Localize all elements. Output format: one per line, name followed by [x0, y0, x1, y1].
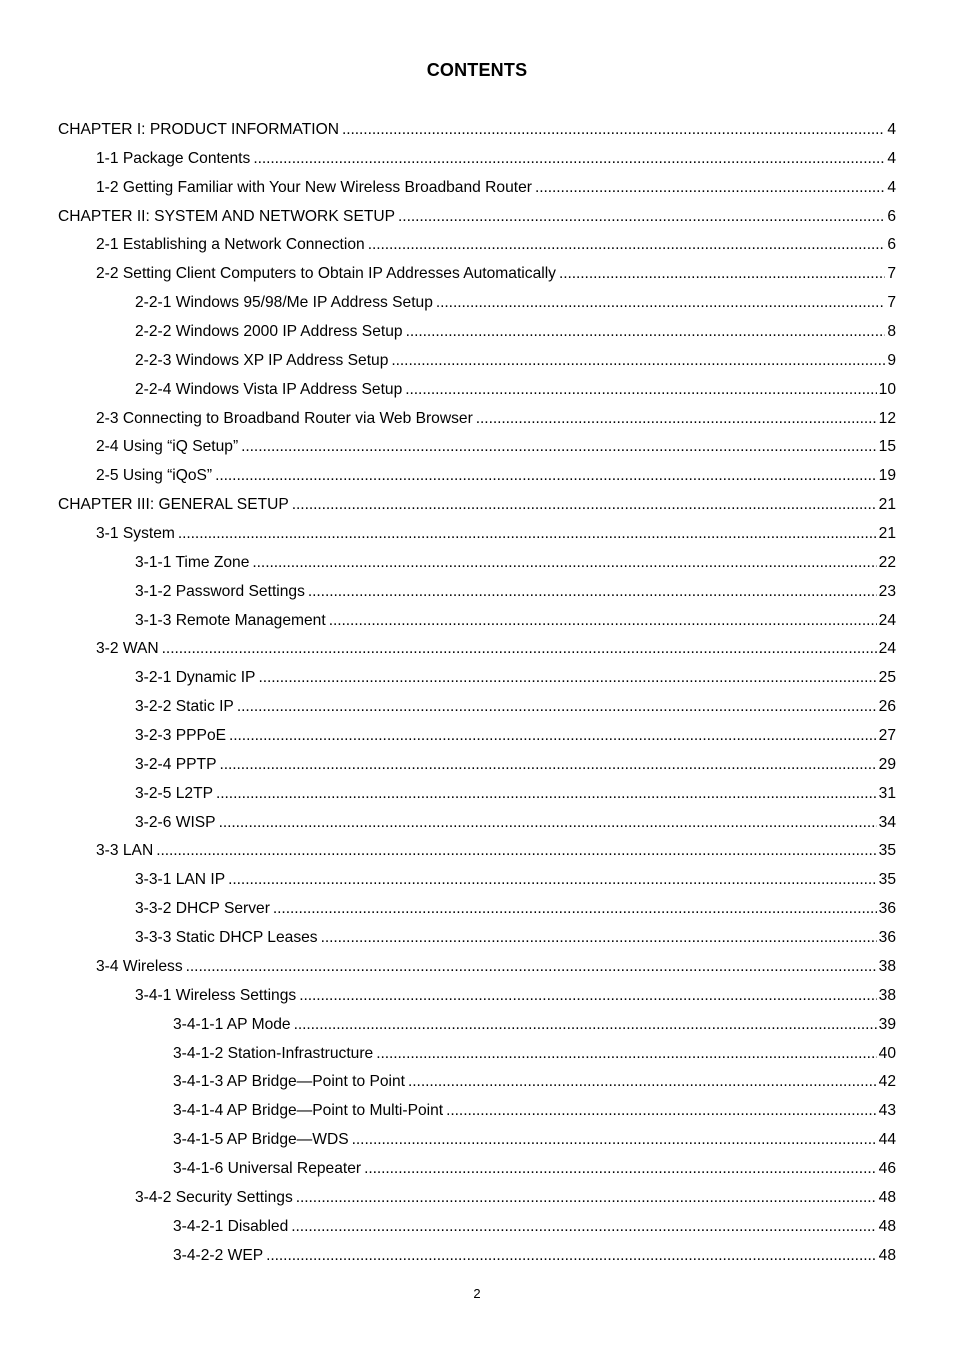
dot-leader — [376, 1040, 876, 1069]
toc-entry-label: 3-4-1-2 Station-Infrastructure — [173, 1044, 374, 1062]
toc-entry-page-number: 4 — [887, 178, 896, 196]
toc-entry[interactable] — [58, 260, 896, 289]
toc-entry-page-number: 4 — [887, 121, 896, 138]
toc-entry[interactable] — [58, 1068, 896, 1097]
toc-entry-page-number: 21 — [878, 525, 896, 543]
dot-leader — [294, 1011, 877, 1040]
dot-leader — [299, 982, 876, 1011]
toc-entry-page-number: 27 — [878, 727, 896, 745]
toc-entry-label: 3-1-3 Remote Management — [135, 611, 326, 629]
table-of-contents — [58, 116, 896, 1270]
toc-entry-page-number: 43 — [878, 1102, 896, 1120]
dot-leader — [292, 491, 877, 520]
toc-entry-label: CHAPTER II: SYSTEM AND NETWORK SETUP — [58, 207, 396, 225]
toc-entry[interactable] — [58, 664, 896, 693]
toc-entry-label: 3-3-3 Static DHCP Leases — [135, 929, 318, 947]
page-number: 2 — [473, 1286, 481, 1301]
dot-leader — [273, 895, 877, 924]
toc-entry-page-number: 48 — [878, 1246, 896, 1264]
toc-entry[interactable] — [58, 520, 896, 549]
toc-entry-page-number: 48 — [878, 1217, 896, 1235]
toc-entry[interactable] — [58, 231, 896, 260]
toc-entry[interactable] — [58, 1184, 896, 1213]
toc-entry-page-number: 7 — [887, 265, 896, 283]
toc-entry-page-number: 36 — [878, 900, 896, 918]
toc-entry-page-number: 42 — [878, 1073, 896, 1091]
dot-leader — [329, 607, 877, 636]
dot-leader — [253, 145, 885, 174]
toc-entry-page-number: 23 — [878, 582, 896, 600]
dot-leader — [178, 520, 877, 549]
toc-entry[interactable] — [58, 462, 896, 491]
dot-leader — [405, 376, 876, 405]
toc-entry[interactable] — [58, 693, 896, 722]
toc-entry-label: 2-1 Establishing a Network Connection — [96, 236, 365, 254]
toc-entry-page-number: 4 — [887, 149, 896, 167]
dot-leader — [237, 693, 877, 722]
toc-entry-page-number: 8 — [887, 323, 896, 341]
toc-entry-page-number: 24 — [878, 611, 896, 629]
toc-entry-page-number: 12 — [878, 409, 896, 427]
toc-entry[interactable] — [58, 607, 896, 636]
dot-leader — [296, 1184, 877, 1213]
toc-entry-label: 3-4-2-2 WEP — [173, 1246, 264, 1264]
toc-entry-label: 2-2-2 Windows 2000 IP Address Setup — [135, 323, 403, 341]
toc-entry-page-number: 21 — [878, 496, 896, 514]
dot-leader — [219, 751, 876, 780]
toc-entry[interactable] — [58, 376, 896, 405]
toc-entry[interactable] — [58, 1155, 896, 1184]
toc-entry-label: 3-1-1 Time Zone — [135, 553, 250, 571]
toc-entry[interactable] — [58, 405, 896, 434]
toc-entry-label: 3-3 LAN — [96, 842, 154, 860]
toc-entry-label: 3-2-6 WISP — [135, 813, 216, 831]
toc-entry-page-number: 10 — [878, 380, 896, 398]
toc-entry-label: 3-4-1-1 AP Mode — [173, 1015, 291, 1033]
toc-entry-page-number: 29 — [878, 755, 896, 773]
dot-leader — [408, 1068, 877, 1097]
toc-entry-label: 3-4-1 Wireless Settings — [135, 986, 297, 1004]
toc-entry-label: 2-4 Using “iQ Setup” — [96, 438, 239, 456]
dot-leader — [252, 549, 876, 578]
toc-entry[interactable] — [58, 145, 896, 174]
toc-entry[interactable] — [58, 953, 896, 982]
dot-leader — [342, 116, 885, 145]
dot-leader — [228, 866, 877, 895]
dot-leader — [258, 664, 876, 693]
toc-entry-label: 3-4-2 Security Settings — [135, 1188, 293, 1206]
toc-entry[interactable] — [58, 809, 896, 838]
toc-entry-page-number: 24 — [878, 640, 896, 658]
toc-entry-page-number: 6 — [887, 236, 896, 254]
toc-entry-label: 3-4 Wireless — [96, 957, 183, 975]
toc-entry-page-number: 9 — [887, 351, 896, 369]
toc-entry-label: 1-1 Package Contents — [96, 149, 251, 167]
toc-entry-label: 3-4-1-4 AP Bridge—Point to Multi-Point — [173, 1102, 444, 1120]
toc-entry-page-number: 35 — [878, 842, 896, 860]
toc-entry-label: 3-3-2 DHCP Server — [135, 900, 270, 918]
toc-entry[interactable] — [58, 895, 896, 924]
toc-entry[interactable] — [58, 491, 896, 520]
dot-leader — [368, 231, 886, 260]
toc-entry[interactable] — [58, 549, 896, 578]
toc-entry-page-number: 38 — [878, 986, 896, 1004]
dot-leader — [162, 635, 877, 664]
dot-leader — [535, 174, 885, 203]
toc-entry[interactable] — [58, 1213, 896, 1242]
toc-entry-page-number: 22 — [878, 553, 896, 571]
toc-entry-page-number: 36 — [878, 929, 896, 947]
dot-leader — [156, 837, 876, 866]
toc-entry-page-number: 35 — [878, 871, 896, 889]
dot-leader — [352, 1126, 877, 1155]
toc-entry-label: 2-2 Setting Client Computers to Obtain IP Addresses Automatically — [96, 265, 556, 283]
dot-leader — [406, 318, 886, 347]
toc-entry[interactable] — [58, 866, 896, 895]
toc-entry-label: 3-2-1 Dynamic IP — [135, 669, 256, 687]
toc-entry-label: 3-1-2 Password Settings — [135, 582, 305, 600]
toc-entry[interactable] — [58, 433, 896, 462]
dot-leader — [229, 722, 877, 751]
dot-leader — [364, 1155, 877, 1184]
toc-entry-page-number: 48 — [878, 1188, 896, 1206]
toc-entry[interactable] — [58, 347, 896, 376]
toc-entry-label: 3-2 WAN — [96, 640, 159, 658]
toc-entry-label: 2-2-4 Windows Vista IP Address Setup — [135, 380, 403, 398]
dot-leader — [186, 953, 877, 982]
toc-entry-page-number: 46 — [878, 1159, 896, 1177]
dot-leader — [215, 462, 877, 491]
toc-entry-label: 3-2-5 L2TP — [135, 784, 214, 802]
toc-entry-label: 3-4-1-5 AP Bridge—WDS — [173, 1131, 349, 1149]
toc-entry-page-number: 38 — [878, 957, 896, 975]
dot-leader — [391, 347, 885, 376]
dot-leader — [476, 405, 877, 434]
toc-entry-page-number: 44 — [878, 1131, 896, 1149]
toc-entry[interactable] — [58, 837, 896, 866]
dot-leader — [219, 809, 877, 838]
toc-entry-page-number: 7 — [887, 294, 896, 312]
toc-entry-page-number: 26 — [878, 698, 896, 716]
toc-entry[interactable] — [58, 1242, 896, 1271]
dot-leader — [436, 289, 885, 318]
toc-entry-label: CHAPTER III: GENERAL SETUP — [58, 496, 289, 514]
toc-entry[interactable] — [58, 751, 896, 780]
toc-entry-label: 3-2-4 PPTP — [135, 755, 217, 773]
toc-entry-label: 2-3 Connecting to Broadband Router via Web Browser — [96, 409, 473, 427]
toc-entry[interactable] — [58, 174, 896, 203]
toc-entry-label: 3-3-1 LAN IP — [135, 871, 226, 889]
toc-entry-page-number: 40 — [878, 1044, 896, 1062]
toc-entry[interactable] — [58, 578, 896, 607]
toc-entry-page-number: 19 — [878, 467, 896, 485]
toc-entry[interactable] — [58, 982, 896, 1011]
toc-entry[interactable] — [58, 635, 896, 664]
toc-entry-page-number: 25 — [878, 669, 896, 687]
toc-entry-page-number: 34 — [878, 813, 896, 831]
toc-entry-label: 2-5 Using “iQoS” — [96, 467, 213, 485]
toc-entry-label: 3-2-3 PPPoE — [135, 727, 227, 745]
dot-leader — [216, 780, 877, 809]
toc-entry[interactable] — [58, 1097, 896, 1126]
toc-entry-label: CHAPTER I: PRODUCT INFORMATION — [58, 121, 339, 138]
page-title: CONTENTS — [426, 60, 528, 80]
toc-entry-label: 1-2 Getting Familiar with Your New Wireless Broadband Router — [96, 178, 532, 196]
toc-entry[interactable] — [58, 780, 896, 809]
toc-entry[interactable] — [58, 318, 896, 347]
toc-entry[interactable] — [58, 1126, 896, 1155]
dot-leader — [266, 1242, 877, 1271]
toc-entry[interactable] — [58, 289, 896, 318]
dot-leader — [398, 203, 885, 232]
toc-entry[interactable] — [58, 116, 896, 145]
dot-leader — [559, 260, 885, 289]
toc-entry-label: 3-4-1-6 Universal Repeater — [173, 1159, 362, 1177]
toc-entry-label: 3-4-2-1 Disabled — [173, 1217, 289, 1235]
dot-leader — [308, 578, 877, 607]
dot-leader — [321, 924, 877, 953]
dot-leader — [241, 433, 877, 462]
toc-entry-label: 2-2-1 Windows 95/98/Me IP Address Setup — [135, 294, 433, 312]
dot-leader — [446, 1097, 877, 1126]
toc-entry-page-number: 15 — [878, 438, 896, 456]
toc-entry-page-number: 39 — [878, 1015, 896, 1033]
toc-entry-label: 3-2-2 Static IP — [135, 698, 234, 716]
toc-entry-label: 3-1 System — [96, 525, 175, 543]
toc-entry-label: 2-2-3 Windows XP IP Address Setup — [135, 351, 389, 369]
dot-leader — [291, 1213, 876, 1242]
toc-entry-page-number: 6 — [887, 207, 896, 225]
toc-entry[interactable] — [58, 203, 896, 232]
toc-entry[interactable] — [58, 924, 896, 953]
toc-entry-page-number: 31 — [878, 784, 896, 802]
toc-entry[interactable] — [58, 722, 896, 751]
toc-entry[interactable] — [58, 1011, 896, 1040]
toc-entry-label: 3-4-1-3 AP Bridge—Point to Point — [173, 1073, 406, 1091]
toc-entry[interactable] — [58, 1040, 896, 1069]
